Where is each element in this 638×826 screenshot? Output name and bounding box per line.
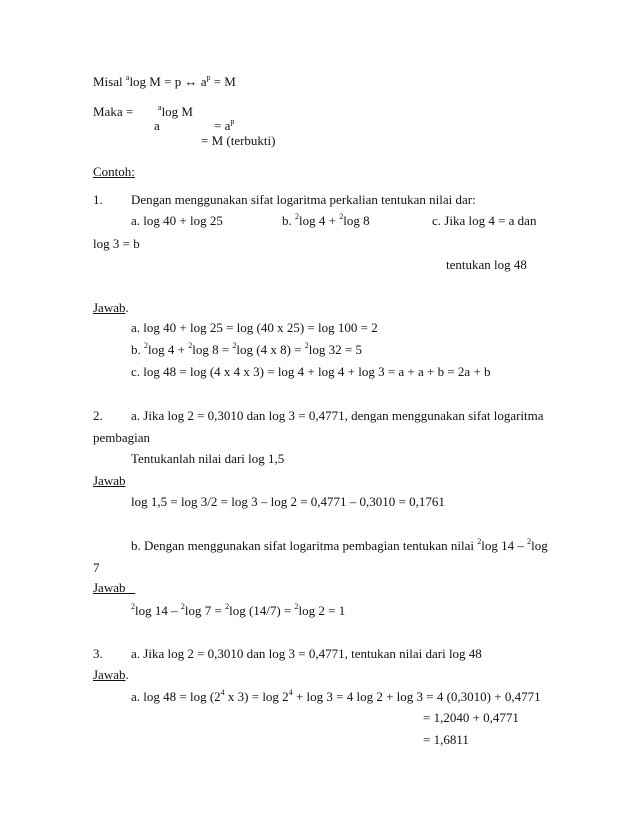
p3-question: a. Jika log 2 = 0,3010 dan log 3 = 0,4771, tentukan nilai dari log 48 [131,646,482,661]
p3-answer-step-2: = 1,2040 + 0,4771 [423,710,519,725]
p2-question-b-cont: 7 [93,560,100,575]
intro-line-3-base: a [154,118,160,133]
p2-jawab: Jawab [93,473,126,488]
intro-line-1: Misal $^a$log M = p ↔ $a^p = M$ [93,73,236,89]
intro-line-2: Maka = [93,104,134,119]
p3-jawab: Jawab. [93,667,129,682]
p1-option-b: b. $^2$log 4 + $^2$log 8 [282,212,370,228]
p2-question-a-ask: Tentukanlah nilai dari log 1,5 [131,451,285,466]
p2-question-a-cont: pembagian [93,430,151,445]
p2-question-b: b. Dengan menggunakan sifat logaritma pembagian tentukan nilai $^2$log 14 – $^2$log [131,537,548,553]
p1-answer-b: b. $^2$log 4 + $^2$log 8 = $^2$log (4 x 8) = $^2$log 32 = 5 [131,341,362,357]
p3-number: 3. [93,646,103,661]
intro-line-2-log: $^a$log M [158,103,193,119]
p1-answer-a: a. log 40 + log 25 = log (40 x 25) = log 100 = 2 [131,320,378,335]
p1-option-c-cont2: tentukan log 48 [446,257,527,272]
p1-answer-c: c. log 48 = log (4 x 4 x 3) = log 4 + log 4 + log 3 = a + a + b = 2a + b [131,364,491,379]
p1-option-c: c. Jika log 4 = a dan [432,213,537,228]
p2-answer-a: log 1,5 = log 3/2 = log 3 – log 2 = 0,4771 – 0,3010 = 0,1761 [131,494,445,509]
p1-jawab: Jawab. [93,300,129,315]
p2-question-a: a. Jika log 2 = 0,3010 dan log 3 = 0,4771, dengan menggunakan sifat logaritma [131,408,544,423]
p2-number: 2. [93,408,103,423]
p1-option-a: a. log 40 + log 25 [131,213,223,228]
p1-number: 1. [93,192,103,207]
contoh-heading: Contoh: [93,164,135,179]
p3-answer-a: a. $\log 48 = \log (2^4$ x $3) = \log 2^4 + \log 3 = 4$ log 2 + log 3 = 4 (0,3010) + 0,4771 [131,688,541,704]
intro-line-3: = $a^p$ [214,117,235,133]
p1-option-c-cont: log 3 = b [93,236,140,251]
p3-answer-step-3: = 1,6811 [423,732,469,747]
intro-line-4: = M (terbukti) [201,133,276,148]
p1-question: Dengan menggunakan sifat logaritma perkalian tentukan nilai dar: [131,192,476,207]
p2-jawab-2: Jawab [93,580,126,595]
p2-answer-b: $^2$log 14 – $^2$log 7 = $^2$log (14/7) = $^2$log 2 = 1 [131,602,346,618]
